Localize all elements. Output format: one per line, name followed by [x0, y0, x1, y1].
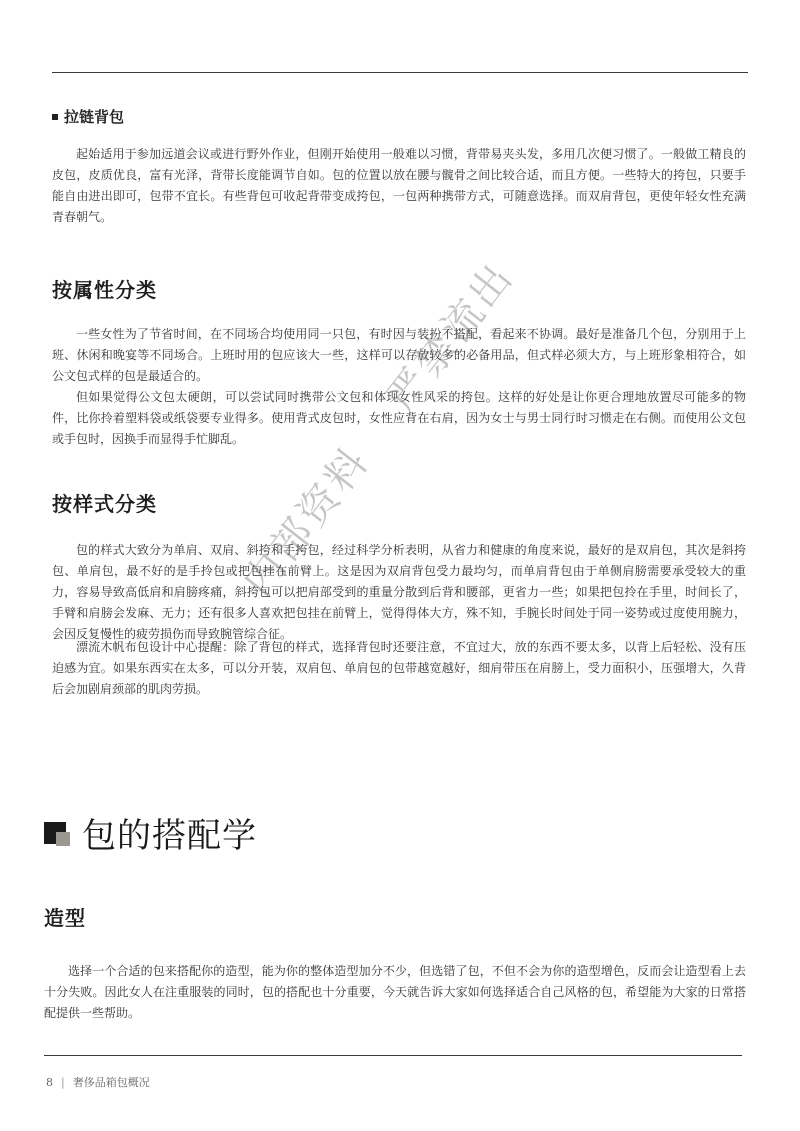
paragraph-attribute-1: 一些女性为了节省时间，在不同场合均使用同一只包，有时因与装扮不搭配，看起来不协调。最好是准备几个包，分别用于上班、休闲和晚宴等不同场合。上班时用的包应该大一些，这样可以存放较多的必备用品，但式样必须大方，与上班形象相符合，如公文包式样的包是最适合的。 [52, 327, 746, 383]
page-footer [46, 1074, 150, 1090]
paragraph-style-1: 包的样式大致分为单肩、双肩、斜挎和手挎包，经过科学分析表明，从省力和健康的角度来说，最好的是双肩包，其次是斜挎包、单肩包，最不好的是手拎包或把包挂在前臂上。这是因为双肩背包受力最均匀，而单肩背包由于单侧肩膀需要承受较大的重力，容易导致高低肩和肩膀疼痛，斜挎包可以把肩部受到的重量分散到后背和腰部，更省力一些；如果把包拎在手里，时间长了，手臂和肩膀会发麻、无力；还有很多人喜欢把包挂在前臂上，觉得得体大方，殊不知，手腕长时间处于同一姿势或过度使用腕力，会因反复慢性的疲劳损伤而导致腕管综合征。 [52, 543, 746, 641]
section-title-text: 包的搭配学 [82, 816, 257, 856]
heading-by-attribute: 按属性分类 [52, 278, 157, 302]
section-square-mark-icon [44, 818, 74, 848]
section-title [44, 808, 257, 857]
subheading-text: 拉链背包 [64, 108, 125, 126]
heading-by-style: 按样式分类 [52, 492, 157, 516]
paragraph-attribute-2: 但如果觉得公文包太硬朗，可以尝试同时携带公文包和体现女性风采的挎包。这样的好处是让你更合理地放置尽可能多的物件，比你拎着塑料袋或纸袋要专业得多。使用背式皮包时，女性应背在右肩，因为女士与男士同行时习惯走在右侧。而使用公文包或手包时，因换手而显得手忙脚乱。 [52, 390, 746, 446]
subheading-zipper-backpack [52, 106, 124, 127]
paragraph-shape: 选择一个合适的包来搭配你的造型，能为你的整体造型加分不少，但选错了包，不但不会为你的造型增色，反而会让造型看上去十分失败。因此女人在注重服装的同时，包的搭配也十分重要，今天就告诉大家如何选择适合自己风格的包，希望能为大家的日常搭配提供一些帮助。 [44, 964, 746, 1020]
watermark-text-2: 严禁流出 [378, 253, 524, 421]
running-title: 奢侈品箱包概况 [72, 1076, 150, 1089]
footer-separator: | [61, 1075, 65, 1089]
bottom-rule [44, 1055, 742, 1056]
heading-shape: 造型 [44, 906, 86, 930]
watermark-text-1: 内部资料 [234, 437, 380, 605]
top-rule [52, 72, 748, 73]
square-bullet-icon [52, 114, 58, 120]
paragraph-style-2: 漂流木帆布包设计中心提醒：除了背包的样式，选择背包时还要注意，不宜过大，放的东西不要太多，以背上后轻松、没有压迫感为宜。如果东西实在太多，可以分开装，双肩包、单肩包的包带越宽越好，细肩带压在肩膀上，受力面积小，压强增大，久背后会加剧肩颈部的肌肉劳损。 [52, 640, 746, 696]
paragraph-zipper-backpack: 起始适用于参加远道会议或进行野外作业，但刚开始使用一般难以习惯，背带易夹头发，多用几次便习惯了。一般做工精良的皮包，皮质优良，富有光泽，背带长度能调节自如。包的位置以放在腰与髋骨之间比较合适，而且方便。一些特大的挎包，只要手能自由进出即可，包带不宜长。有些背包可收起背带变成挎包，一包两种携带方式，可随意选择。而双肩背包，更使年轻女性充满青春朝气。 [52, 147, 746, 224]
page-number: 8 [46, 1075, 53, 1089]
